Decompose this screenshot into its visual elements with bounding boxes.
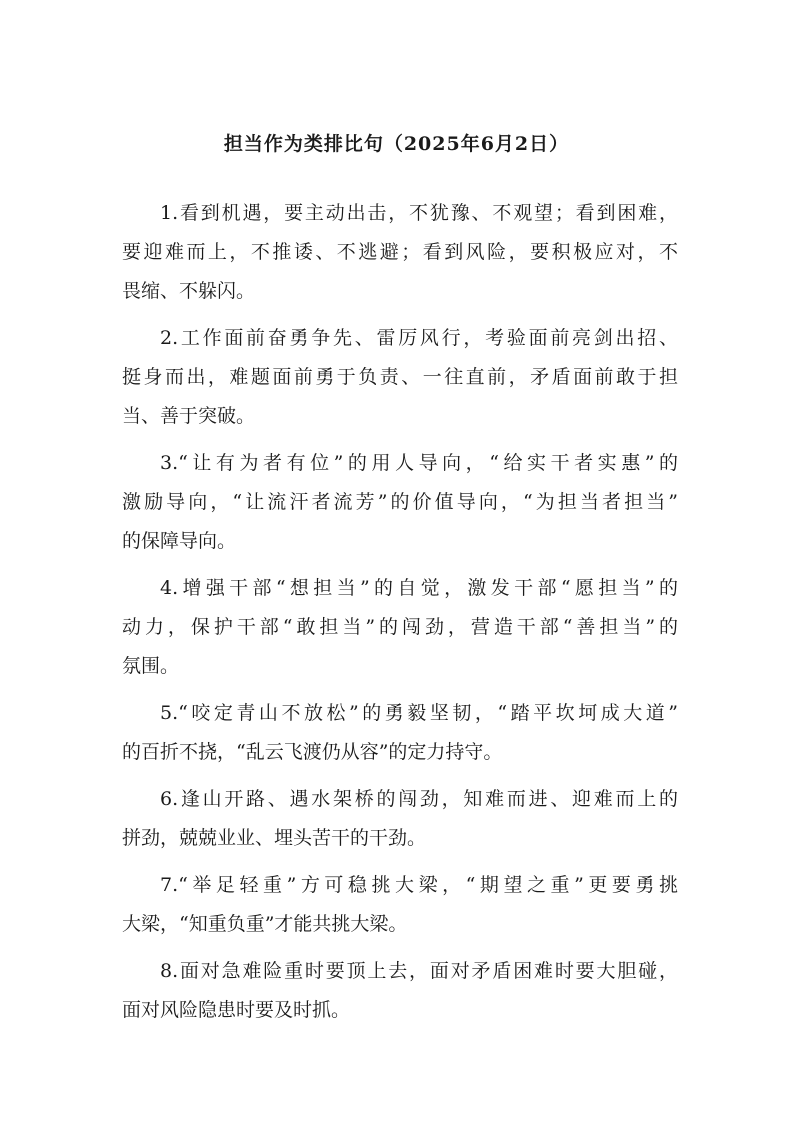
paragraph-line: 拼劲，兢兢业业、埋头苦干的干劲。 — [122, 827, 427, 849]
paragraph-line: 要迎难而上，不推诿、不逃避；看到风险，要积极应对，不 — [122, 241, 678, 263]
paragraph-line: 挺身而出，难题面前勇于负责、一往直前，矛盾面前敢于担 — [122, 366, 678, 388]
paragraph-7 — [122, 871, 678, 949]
paragraph-8 — [122, 957, 678, 1035]
paragraph-line: 4.增强干部“想担当”的自觉，激发干部“愿担当”的 — [160, 577, 678, 599]
paragraph-3 — [122, 449, 678, 566]
paragraph-1 — [122, 199, 678, 316]
paragraph-line: 氛围。 — [122, 655, 180, 677]
paragraph-line: 畏缩、不躲闪。 — [122, 280, 256, 302]
paragraph-line: 7.“举足轻重”方可稳挑大梁，“期望之重”更要勇挑 — [160, 874, 678, 896]
paragraph-line: 2.工作面前奋勇争先、雷厉风行，考验面前亮剑出招、 — [160, 327, 678, 349]
paragraph-line: 动力，保护干部“敢担当”的闯劲，营造干部“善担当”的 — [122, 616, 678, 638]
paragraph-4 — [122, 574, 678, 691]
paragraph-2 — [122, 324, 678, 441]
paragraph-line: 的百折不挠，“乱云飞渡仍从容”的定力持守。 — [122, 741, 503, 763]
document-title: 担当作为类排比句（2025年6月2日） — [223, 133, 570, 155]
paragraph-line: 6.逢山开路、遇水架桥的闯劲，知难而进、迎难而上的 — [160, 788, 678, 810]
paragraph-6 — [122, 785, 678, 863]
paragraph-line: 面对风险隐患时要及时抓。 — [122, 999, 351, 1021]
document-body — [122, 199, 678, 1043]
paragraph-line: 3.“让有为者有位”的用人导向，“给实干者实惠”的 — [160, 452, 678, 474]
paragraph-line: 大梁，“知重负重”才能共挑大梁。 — [122, 913, 408, 935]
paragraph-line: 5.“咬定青山不放松”的勇毅坚韧，“踏平坎坷成大道” — [160, 702, 678, 724]
paragraph-line: 激励导向，“让流汗者流芳”的价值导向，“为担当者担当” — [122, 491, 678, 513]
paragraph-line: 的保障导向。 — [122, 530, 237, 552]
paragraph-5 — [122, 699, 678, 777]
paragraph-line: 8.面对急难险重时要顶上去，面对矛盾困难时要大胆碰， — [160, 960, 678, 982]
paragraph-line: 当、善于突破。 — [122, 405, 256, 427]
paragraph-line: 1.看到机遇，要主动出击，不犹豫、不观望；看到困难， — [160, 202, 678, 224]
